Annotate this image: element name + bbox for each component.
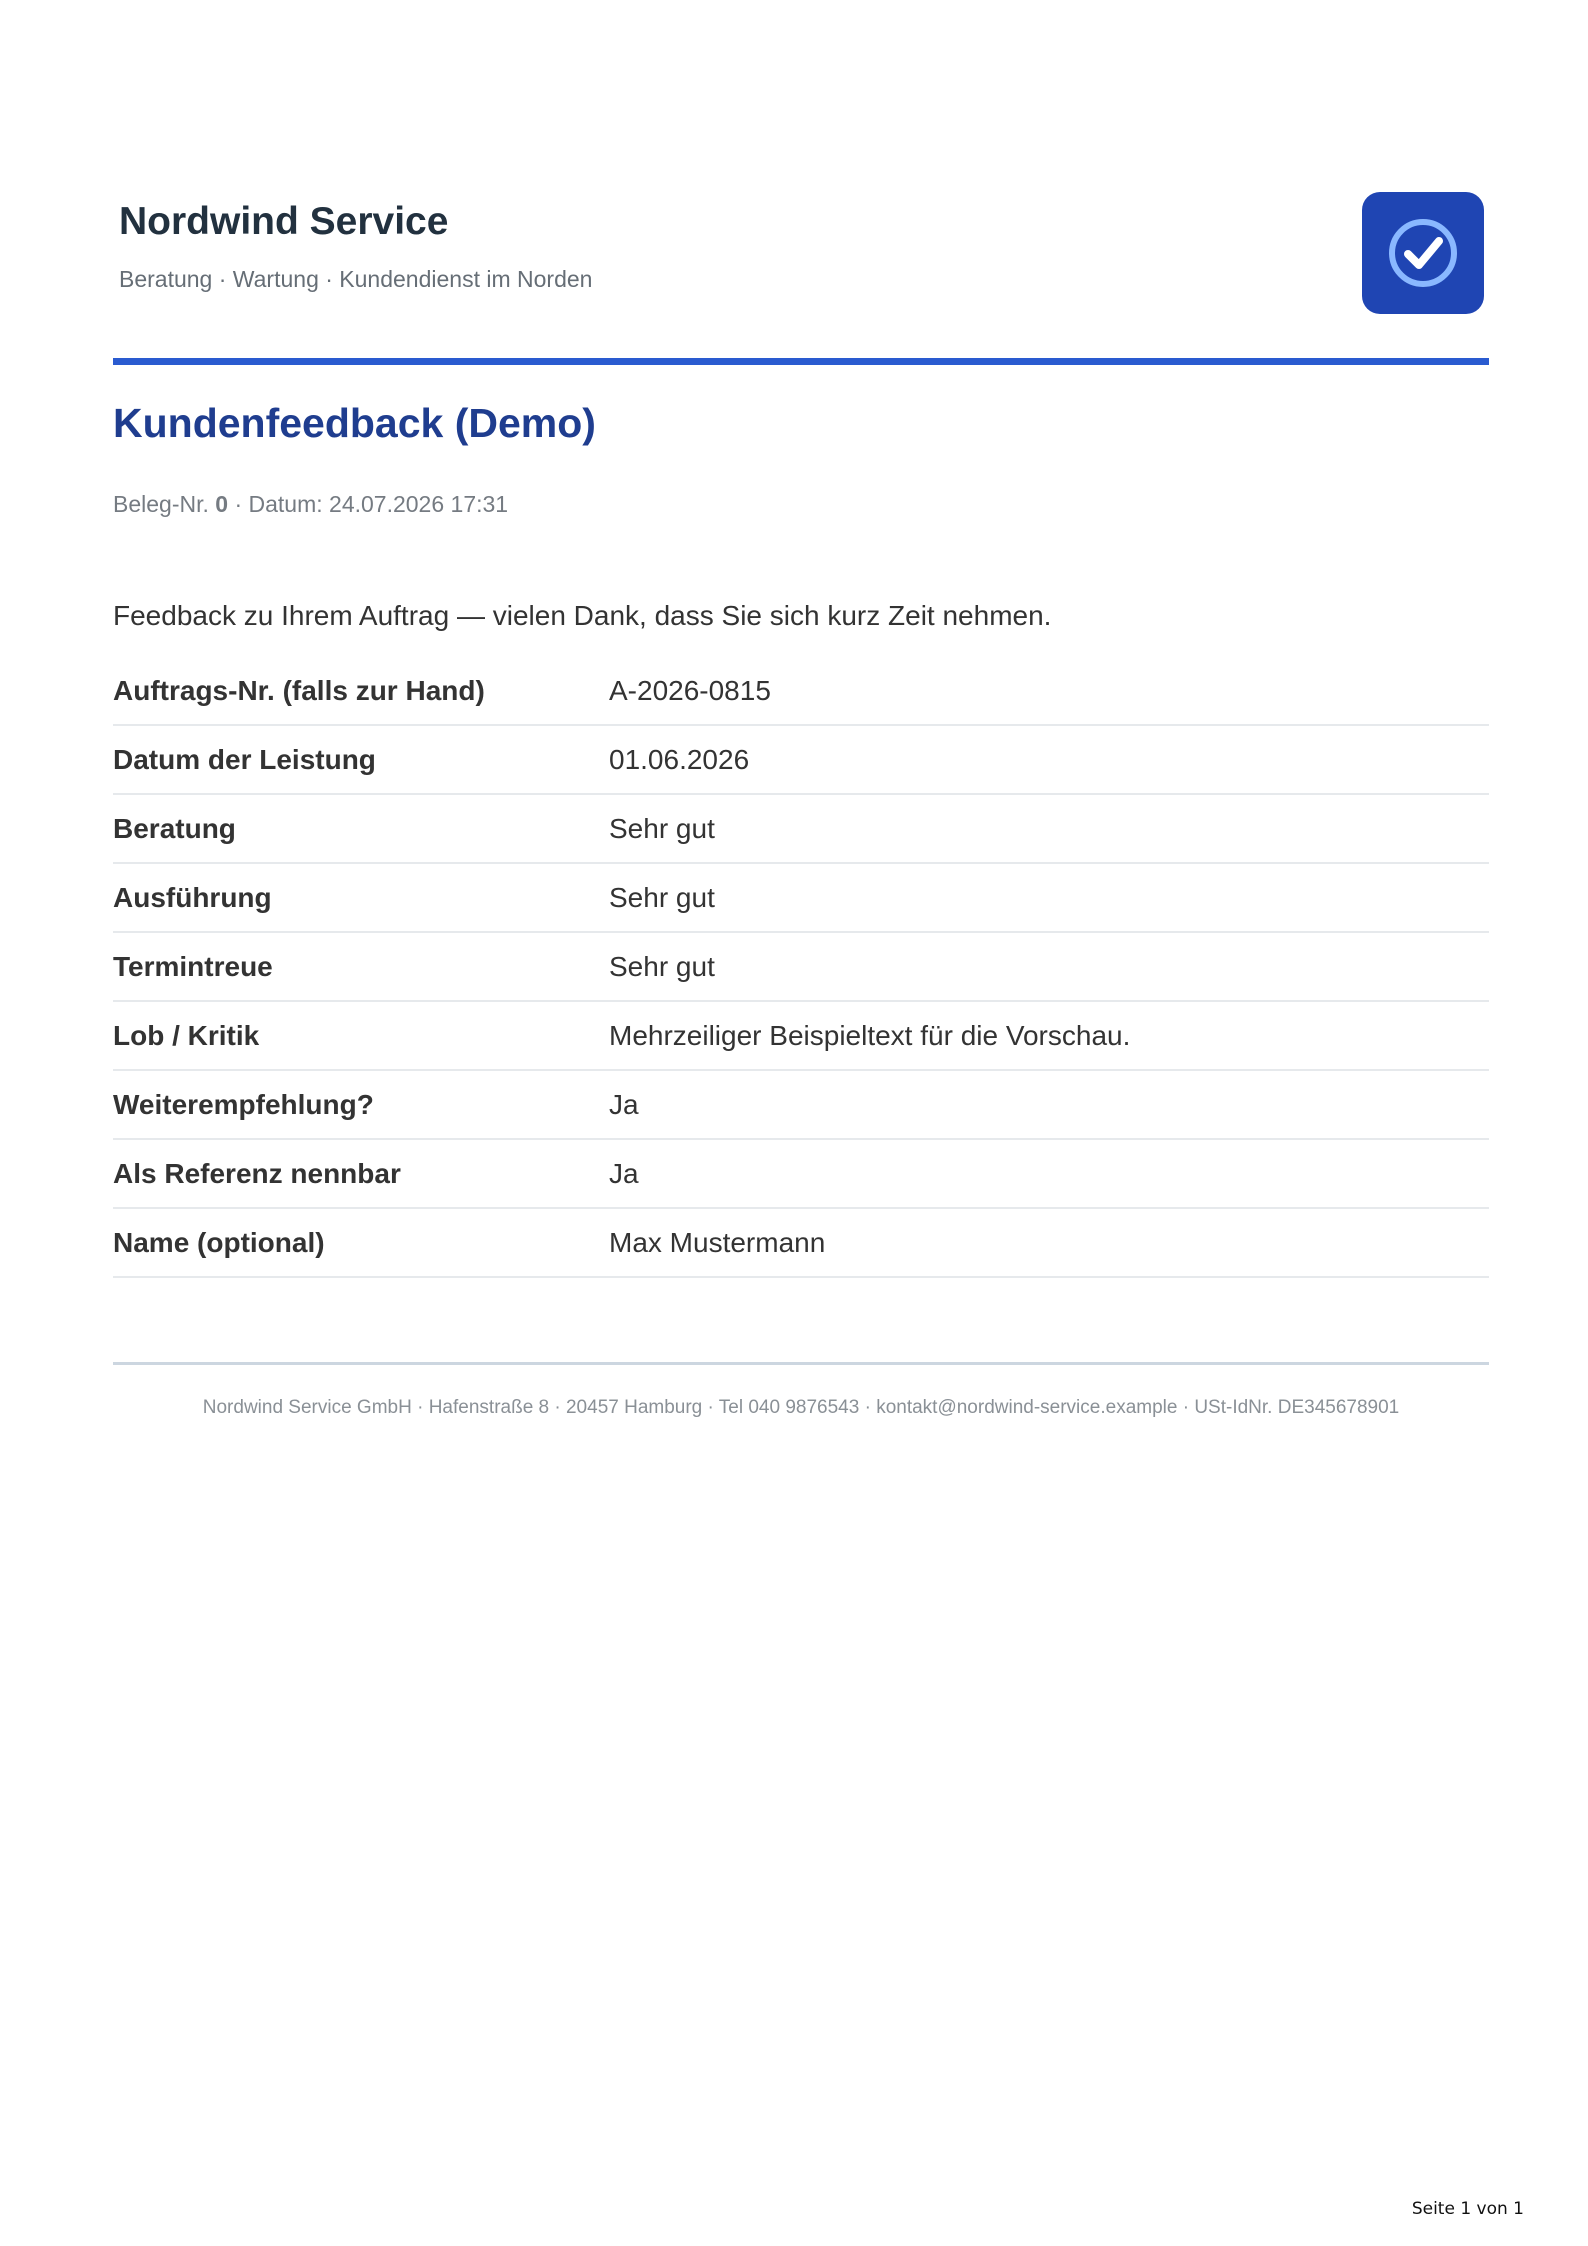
field-label: Termintreue bbox=[113, 951, 273, 982]
meta-date: · Datum: 24.07.2026 17:31 bbox=[234, 491, 509, 517]
field-row bbox=[113, 1002, 1489, 1071]
field-label: Als Referenz nennbar bbox=[113, 1158, 401, 1189]
field-label: Lob / Kritik bbox=[113, 1020, 260, 1051]
field-row bbox=[113, 1071, 1489, 1140]
field-value: Mehrzeiliger Beispieltext für die Vorschau. bbox=[609, 1020, 1131, 1051]
field-label: Beratung bbox=[113, 813, 236, 844]
field-value: Max Mustermann bbox=[609, 1227, 826, 1258]
header-divider bbox=[113, 358, 1489, 365]
page-number: Seite 1 von 1 bbox=[1411, 2199, 1524, 2219]
field-label: Datum der Leistung bbox=[113, 744, 376, 775]
document-meta bbox=[113, 491, 508, 518]
feedback-fields bbox=[113, 657, 1489, 1278]
field-label: Auftrags-Nr. (falls zur Hand) bbox=[113, 675, 485, 706]
field-row bbox=[113, 726, 1489, 795]
footer-company-info: Nordwind Service GmbH · Hafenstraße 8 · 20457 Hamburg · Tel 040 9876543 · kontakt@nordwind-service.example · USt-IdNr. DE345678901 bbox=[202, 1397, 1400, 1418]
field-value: Sehr gut bbox=[609, 882, 715, 913]
intro-text: Feedback zu Ihrem Auftrag — vielen Dank, dass Sie sich kurz Zeit nehmen. bbox=[113, 600, 1052, 631]
company-logo bbox=[1362, 192, 1484, 314]
field-value: Sehr gut bbox=[609, 951, 715, 982]
field-label: Ausführung bbox=[113, 882, 272, 913]
field-row bbox=[113, 1209, 1489, 1278]
field-value: A-2026-0815 bbox=[609, 675, 771, 706]
letterhead bbox=[113, 190, 1489, 320]
field-row bbox=[113, 1140, 1489, 1209]
field-value: Sehr gut bbox=[609, 813, 715, 844]
field-label: Weiterempfehlung? bbox=[113, 1089, 374, 1120]
meta-number-value: 0 bbox=[215, 491, 229, 517]
check-circle-icon bbox=[1385, 215, 1461, 291]
field-row bbox=[113, 933, 1489, 1002]
company-tagline: Beratung · Wartung · Kundendienst im Norden bbox=[119, 266, 593, 292]
field-row bbox=[113, 864, 1489, 933]
field-value: Ja bbox=[609, 1158, 639, 1189]
field-row bbox=[113, 657, 1489, 726]
footer-divider bbox=[113, 1362, 1489, 1365]
company-name: Nordwind Service bbox=[119, 200, 449, 243]
document-title: Kundenfeedback (Demo) bbox=[113, 400, 596, 446]
field-value: Ja bbox=[609, 1089, 639, 1120]
field-value: 01.06.2026 bbox=[609, 744, 750, 775]
field-row bbox=[113, 795, 1489, 864]
field-label: Name (optional) bbox=[113, 1227, 325, 1258]
meta-number-label: Beleg-Nr. bbox=[113, 491, 209, 517]
